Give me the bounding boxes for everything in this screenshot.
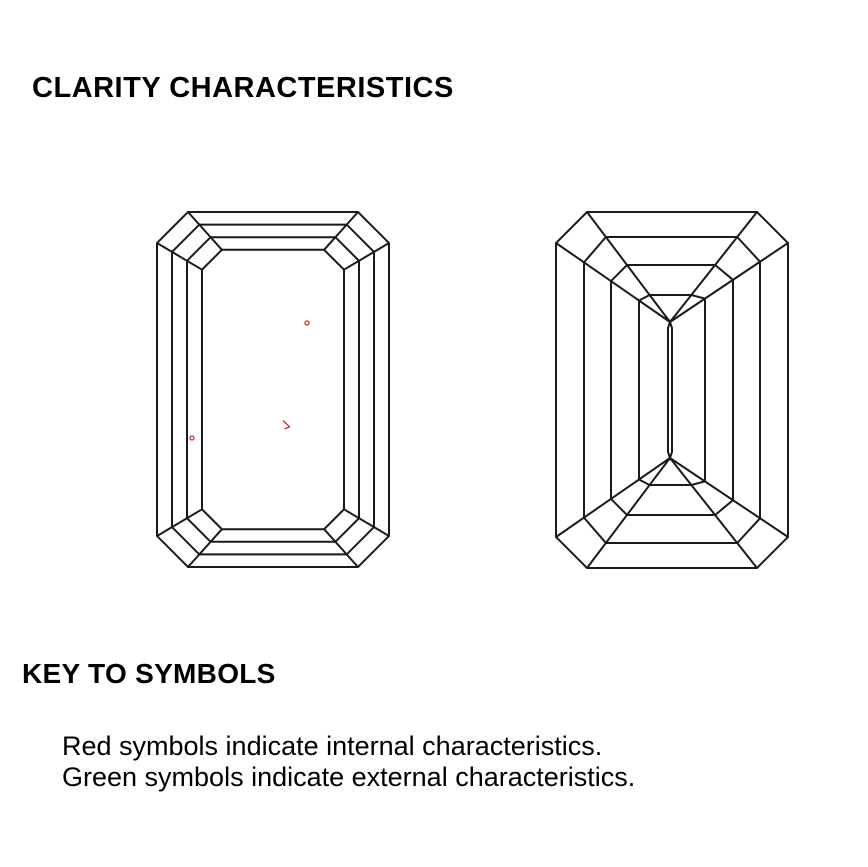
internal-characteristic-ring-symbol-1 [305,321,309,325]
crown-view-diagram [157,212,389,567]
key-to-symbols-heading: KEY TO SYMBOLS [22,658,276,689]
key-line-internal: Red symbols indicate internal characteristics. [62,731,603,761]
pavilion-keel-line [668,322,672,458]
clarity-symbols-layer [190,321,309,440]
key-line-external: Green symbols indicate external characteristics. [62,762,636,792]
key-to-symbols-text [62,731,635,793]
crown-outline-girdle [157,212,389,567]
internal-characteristic-hook-symbol [283,421,290,430]
crown-step-facet-2 [187,237,359,542]
crown-corner-facet-lines [157,212,389,567]
pavilion-view-diagram [556,212,788,568]
page-title: CLARITY CHARACTERISTICS [32,72,454,104]
internal-characteristic-ring-symbol-2 [190,436,194,440]
crown-table-outline [202,250,344,529]
